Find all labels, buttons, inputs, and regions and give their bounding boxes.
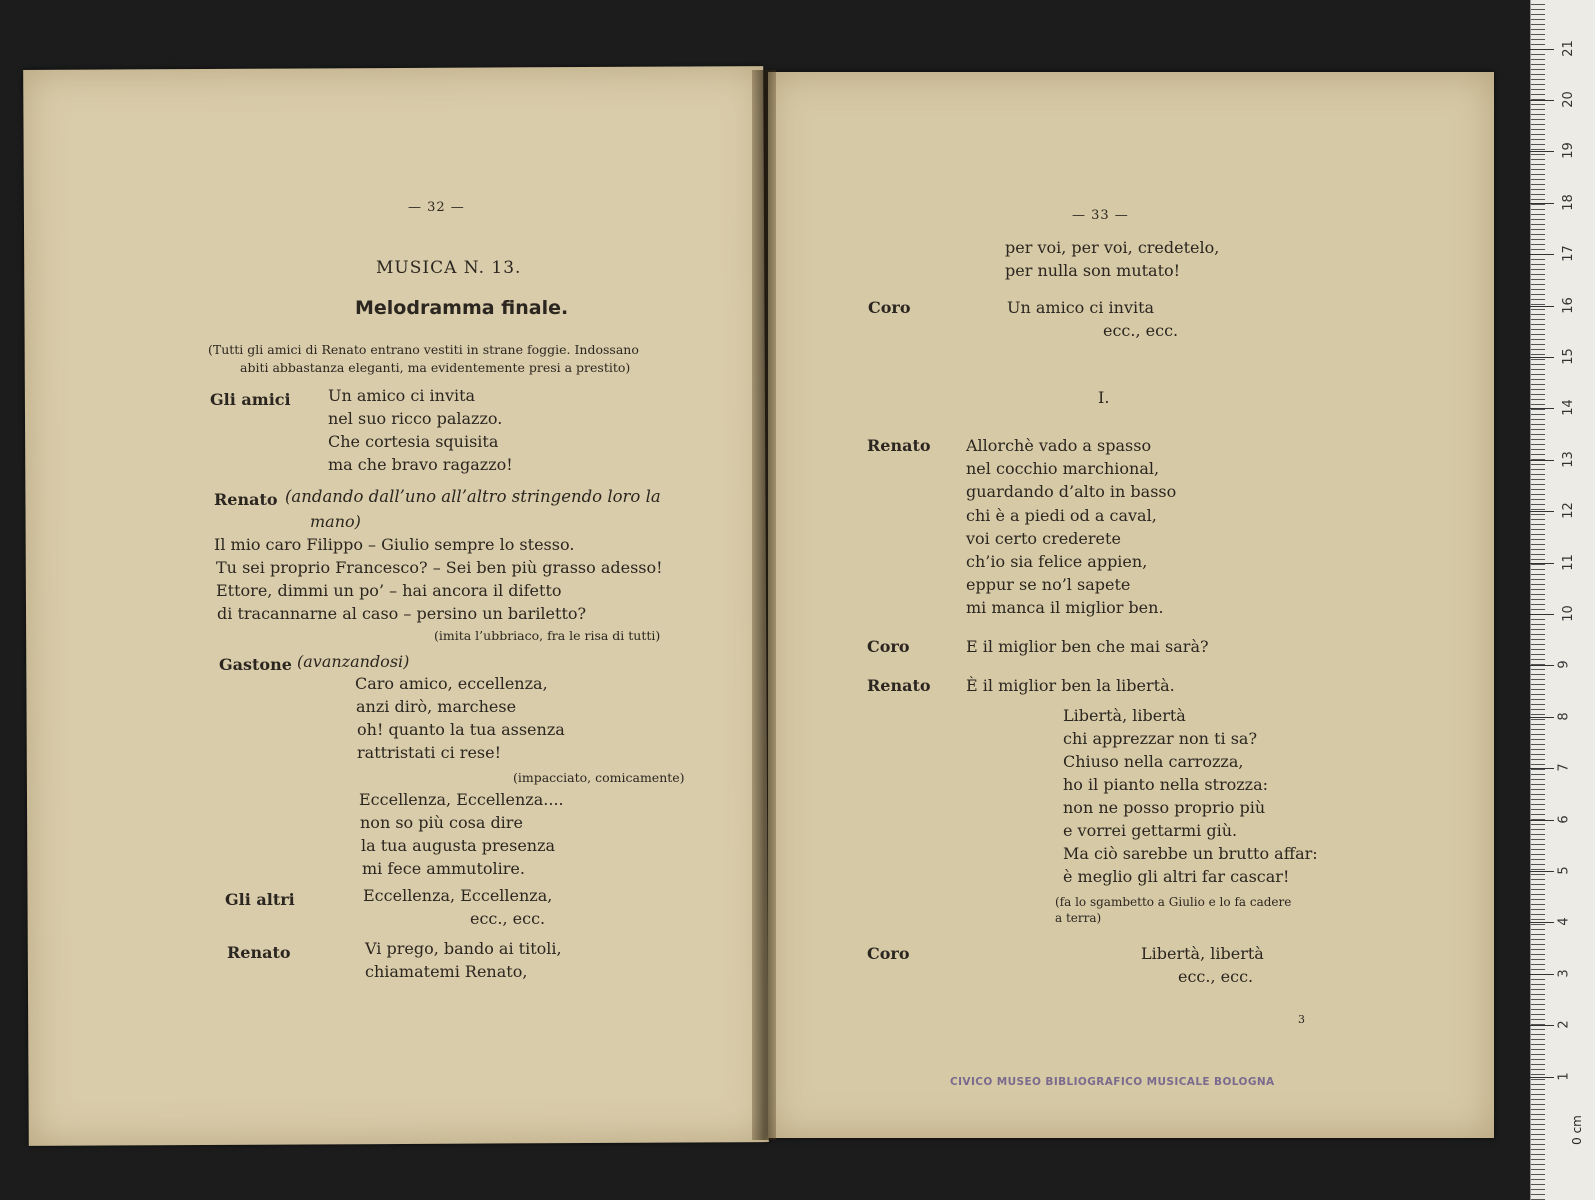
verse-line: per nulla son mutato! (1005, 261, 1181, 280)
ruler-major-tick (1530, 100, 1554, 101)
ruler-number: 21 (1560, 39, 1576, 57)
section-title: Melodramma finale. (355, 297, 569, 319)
stage-direction: (andando dall’uno all’altro stringendo loro la (285, 487, 661, 506)
ruler-major-tick (1530, 922, 1554, 923)
verse-line: chi è a piedi od a caval, (966, 506, 1157, 525)
ruler-major-tick (1530, 49, 1554, 50)
ruler-major-tick (1530, 1025, 1554, 1026)
speaker-coro: Coro (868, 298, 911, 317)
speaker-renato: Renato (867, 676, 931, 695)
signature-mark: 3 (1298, 1013, 1305, 1026)
ruler-number: 12 (1560, 502, 1576, 519)
ruler-major-tick (1530, 151, 1554, 152)
verse-line: e vorrei gettarmi giù. (1063, 821, 1238, 840)
verse-line: voi certo crederete (966, 529, 1121, 548)
ruler-major-tick (1530, 357, 1554, 358)
verse-line: ma che bravo ragazzo! (328, 455, 513, 474)
speaker-gli-amici: Gli amici (210, 390, 291, 409)
verse-line: ecc., ecc. (1178, 967, 1254, 986)
ruler-number: 14 (1560, 399, 1576, 417)
ruler-number: 9 (1556, 660, 1572, 670)
verse-line: chiamatemi Renato, (365, 962, 528, 981)
ruler-major-tick (1530, 254, 1554, 255)
ruler-number: 15 (1560, 348, 1576, 365)
section-heading: MUSICA N. 13. (376, 258, 522, 278)
ruler-number: 19 (1560, 142, 1576, 160)
verse-line: di tracannarne al caso – persino un bariletto? (217, 604, 587, 623)
verse-line: Il mio caro Filippo – Giulio sempre lo stesso. (214, 535, 575, 554)
speaker-renato: Renato (867, 436, 931, 455)
verse-line: Chiuso nella carrozza, (1063, 752, 1244, 771)
stage-direction-line-2: abiti abbastanza eleganti, ma evidentemente presi a prestito) (240, 360, 631, 375)
verse-line: nel cocchio marchional, (966, 459, 1160, 478)
verse-line: rattristati ci rese! (357, 743, 502, 762)
speaker-gastone: Gastone (219, 655, 292, 674)
stage-note: (impacciato, comicamente) (513, 770, 685, 785)
verse-line: nel suo ricco palazzo. (328, 409, 503, 428)
ruler-number: 17 (1560, 245, 1576, 262)
verse-line: Che cortesia squisita (328, 432, 499, 451)
verse-line: oh! quanto la tua assenza (357, 720, 565, 739)
speaker-renato: Renato (227, 943, 291, 962)
verse-line: Vi prego, bando ai titoli, (365, 939, 562, 958)
stage-note: a terra) (1055, 911, 1102, 925)
ruler-number: 7 (1556, 763, 1572, 772)
verse-line: Un amico ci invita (1007, 298, 1155, 317)
verse-line: per voi, per voi, credetelo, (1005, 238, 1220, 257)
ruler-number: 4 (1556, 917, 1572, 927)
verse-line: Libertà, libertà (1141, 944, 1264, 963)
ruler-number: 2 (1556, 1020, 1572, 1029)
ruler-major-tick (1530, 408, 1554, 409)
stage-direction-line-1: (Tutti gli amici di Renato entrano vestiti in strane foggie. Indossano (208, 342, 639, 357)
verse-line: Libertà, libertà (1063, 706, 1186, 725)
speaker-coro: Coro (867, 637, 910, 656)
speaker-coro: Coro (867, 944, 910, 963)
verse-line: Tu sei proprio Francesco? – Sei ben più grasso adesso! (216, 558, 663, 577)
ruler-major-tick (1530, 974, 1554, 975)
ruler-major-tick (1530, 1077, 1554, 1078)
ruler-number: 11 (1560, 553, 1576, 571)
verse-line: non so più cosa dire (360, 813, 523, 832)
ruler-major-tick (1530, 665, 1554, 666)
ruler-major-tick (1530, 460, 1554, 461)
ruler-unit: 0 cm (1569, 1115, 1584, 1145)
ruler-number: 8 (1556, 712, 1572, 721)
verse-line: Ettore, dimmi un po’ – hai ancora il difetto (216, 581, 562, 600)
ruler-major-tick (1530, 717, 1554, 718)
stage-direction: (avanzandosi) (297, 652, 410, 671)
verse-line: È il miglior ben la libertà. (966, 676, 1175, 695)
verse-line: la tua augusta presenza (361, 836, 556, 855)
ruler-number: 20 (1560, 91, 1576, 108)
stage-direction: mano) (310, 512, 361, 531)
speaker-renato: Renato (214, 490, 278, 509)
page-number-left: — 32 — (408, 200, 465, 215)
verse-line: E il miglior ben che mai sarà? (966, 637, 1209, 656)
ruler-major-tick (1530, 203, 1554, 204)
verse-line: eppur se no’l sapete (966, 575, 1131, 594)
verse-line: Un amico ci invita (328, 386, 476, 405)
ruler-major-tick (1530, 820, 1554, 821)
stage-note: (fa lo sgambetto a Giulio e lo fa cadere (1055, 895, 1292, 909)
verse-line: ecc., ecc. (470, 909, 546, 928)
roman-numeral: I. (1098, 388, 1110, 407)
library-stamp: CIVICO MUSEO BIBLIOGRAFICO MUSICALE BOLOGNA (950, 1076, 1275, 1088)
book-gutter (752, 70, 776, 1140)
stage-note: (imita l’ubbriaco, fra le risa di tutti) (434, 628, 661, 643)
verse-line: mi fece ammutolire. (362, 859, 525, 878)
ruler-major-tick (1530, 563, 1554, 564)
verse-line: anzi dirò, marchese (356, 697, 517, 716)
verse-line: non ne posso proprio più (1063, 798, 1266, 817)
verse-line: è meglio gli altri far cascar! (1063, 867, 1290, 886)
verse-line: ch’io sia felice appien, (966, 552, 1148, 571)
ruler-number: 13 (1560, 451, 1576, 468)
ruler-number: 6 (1556, 814, 1572, 824)
verse-line: mi manca il miglior ben. (966, 598, 1164, 617)
verse-line: guardando d’alto in basso (966, 482, 1177, 501)
ruler-number: 18 (1560, 194, 1576, 211)
verse-line: ecc., ecc. (1103, 321, 1179, 340)
ruler-number: 1 (1556, 1071, 1572, 1081)
ruler-major-tick (1530, 614, 1554, 615)
ruler-major-tick (1530, 871, 1554, 872)
verse-line: ho il pianto nella strozza: (1063, 775, 1269, 794)
ruler-major-tick (1530, 768, 1554, 769)
speaker-gli-altri: Gli altri (225, 890, 295, 909)
ruler-number: 5 (1556, 866, 1572, 875)
ruler-number: 3 (1556, 969, 1572, 978)
verse-line: Ma ciò sarebbe un brutto affar: (1063, 844, 1318, 863)
ruler-number: 16 (1560, 296, 1576, 314)
page-number-right: — 33 — (1072, 208, 1129, 223)
verse-line: Allorchè vado a spasso (966, 436, 1152, 455)
ruler-major-tick (1530, 306, 1554, 307)
ruler-major-tick (1530, 511, 1554, 512)
verse-line: Eccellenza, Eccellenza.... (359, 790, 564, 809)
verse-line: chi apprezzar non ti sa? (1063, 729, 1258, 748)
verse-line: Caro amico, eccellenza, (355, 674, 548, 693)
ruler-number: 10 (1560, 605, 1576, 622)
verse-line: Eccellenza, Eccellenza, (363, 886, 553, 905)
